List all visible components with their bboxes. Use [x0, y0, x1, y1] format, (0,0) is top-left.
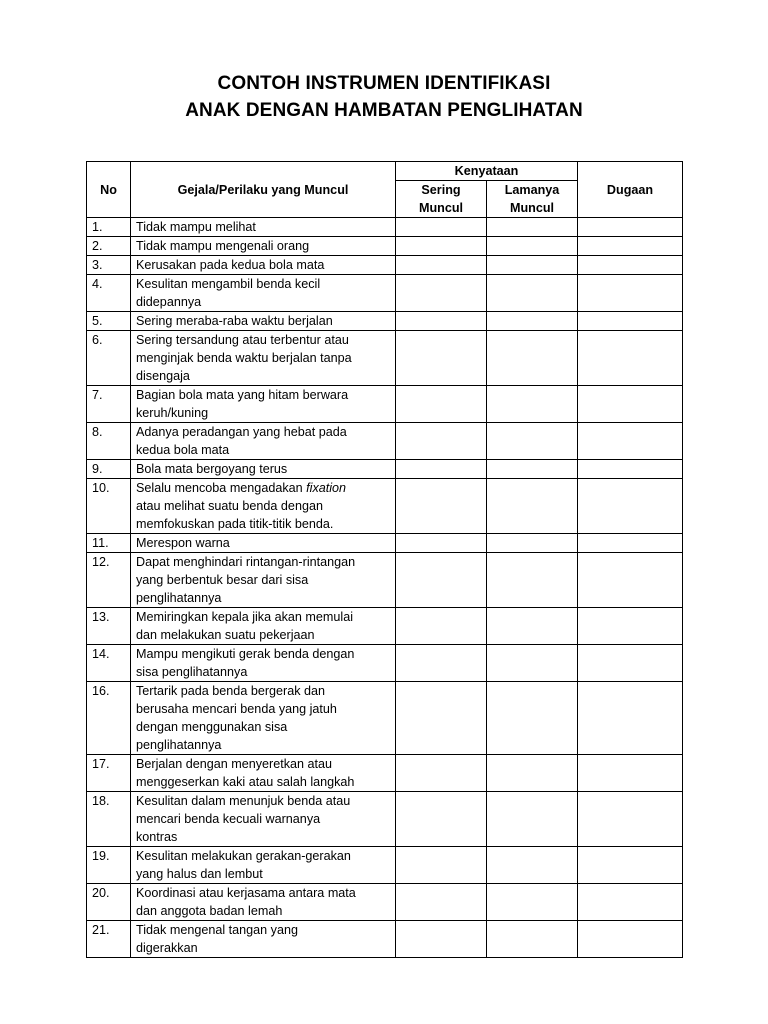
dugaan-cell[interactable] — [578, 218, 683, 237]
table-row — [87, 534, 683, 553]
gejala-text: Berjalan dengan menyeretkan atau — [136, 757, 333, 771]
gejala-line — [136, 553, 390, 571]
gejala-text: menginjak benda waktu berjalan tanpa — [136, 351, 352, 365]
row-number: 21. — [87, 921, 131, 958]
table-row — [87, 645, 683, 682]
row-gejala — [131, 921, 396, 958]
row-number: 11. — [87, 534, 131, 553]
gejala-text: dengan menggunakan sisa — [136, 720, 288, 734]
gejala-text: Koordinasi atau kerjasama antara mata — [136, 886, 356, 900]
row-number: 2. — [87, 237, 131, 256]
sering-cell[interactable] — [396, 847, 487, 884]
table-row — [87, 608, 683, 645]
row-number: 9. — [87, 460, 131, 479]
gejala-text: digerakkan — [136, 941, 198, 955]
lamanya-cell[interactable] — [487, 792, 578, 847]
row-number: 5. — [87, 312, 131, 331]
sering-cell[interactable] — [396, 534, 487, 553]
gejala-line — [136, 792, 390, 810]
gejala-line — [136, 479, 390, 497]
gejala-line — [136, 828, 390, 846]
gejala-line — [136, 589, 390, 607]
gejala-line — [136, 608, 390, 626]
title-line-1: CONTOH INSTRUMEN IDENTIFIKASI — [217, 73, 551, 94]
row-gejala — [131, 608, 396, 645]
sering-cell[interactable] — [396, 312, 487, 331]
header-no: No — [87, 162, 131, 218]
gejala-line — [136, 884, 390, 902]
gejala-text: Tidak mampu mengenali orang — [136, 239, 310, 253]
gejala-text: sisa penglihatannya — [136, 665, 248, 679]
lamanya-cell[interactable] — [487, 645, 578, 682]
sering-cell[interactable] — [396, 921, 487, 958]
row-number: 10. — [87, 479, 131, 534]
gejala-text: Sering meraba-raba waktu berjalan — [136, 314, 333, 328]
gejala-text: Merespon warna — [136, 536, 230, 550]
gejala-text: berusaha mencari benda yang jatuh — [136, 702, 337, 716]
table-row — [87, 218, 683, 237]
row-number: 14. — [87, 645, 131, 682]
sering-cell[interactable] — [396, 608, 487, 645]
sering-cell[interactable] — [396, 553, 487, 608]
gejala-text: Adanya peradangan yang hebat pada — [136, 425, 347, 439]
gejala-line — [136, 386, 390, 404]
dugaan-cell[interactable] — [578, 921, 683, 958]
lamanya-cell[interactable] — [487, 331, 578, 386]
gejala-text: Tidak mampu melihat — [136, 220, 256, 234]
header-dugaan: Dugaan — [578, 162, 683, 218]
gejala-text: keruh/kuning — [136, 406, 209, 420]
dugaan-cell[interactable] — [578, 479, 683, 534]
row-gejala — [131, 218, 396, 237]
gejala-text: dan melakukan suatu pekerjaan — [136, 628, 315, 642]
table-row — [87, 792, 683, 847]
header-kenyataan: Kenyataan — [396, 162, 578, 181]
lamanya-cell[interactable] — [487, 479, 578, 534]
gejala-text: memfokuskan pada titik-titik benda. — [136, 517, 334, 531]
lamanya-cell[interactable] — [487, 237, 578, 256]
document-title — [0, 70, 768, 124]
table-header — [87, 162, 683, 218]
row-number: 1. — [87, 218, 131, 237]
identification-table — [86, 161, 683, 958]
gejala-line — [136, 773, 390, 791]
table-row — [87, 755, 683, 792]
row-number: 3. — [87, 256, 131, 275]
gejala-text: Kesulitan melakukan gerakan-gerakan — [136, 849, 351, 863]
gejala-text: kedua bola mata — [136, 443, 230, 457]
gejala-line — [136, 865, 390, 883]
lamanya-cell[interactable] — [487, 921, 578, 958]
gejala-line — [136, 275, 390, 293]
gejala-line — [136, 441, 390, 459]
lamanya-cell[interactable] — [487, 884, 578, 921]
dugaan-cell[interactable] — [578, 792, 683, 847]
dugaan-cell[interactable] — [578, 534, 683, 553]
gejala-text: Sering tersandung atau terbentur atau — [136, 333, 349, 347]
gejala-line — [136, 515, 390, 533]
gejala-line — [136, 645, 390, 663]
table-body — [87, 218, 683, 958]
title-line-2: ANAK DENGAN HAMBATAN PENGLIHATAN — [185, 100, 583, 121]
gejala-line — [136, 626, 390, 644]
sering-cell[interactable] — [396, 460, 487, 479]
row-number: 6. — [87, 331, 131, 386]
header-lamanya-line1: Lamanya — [504, 183, 560, 197]
header-lamanya-muncul — [487, 181, 578, 218]
dugaan-cell[interactable] — [578, 460, 683, 479]
row-gejala — [131, 884, 396, 921]
row-gejala — [131, 386, 396, 423]
gejala-text: penglihatannya — [136, 591, 222, 605]
row-number: 13. — [87, 608, 131, 645]
table-row — [87, 921, 683, 958]
row-number: 8. — [87, 423, 131, 460]
header-sering-line1: Sering — [421, 183, 461, 197]
dugaan-cell[interactable] — [578, 682, 683, 755]
gejala-text: Kesulitan dalam menunjuk benda atau — [136, 794, 351, 808]
sering-cell[interactable] — [396, 423, 487, 460]
table-row — [87, 460, 683, 479]
dugaan-cell[interactable] — [578, 847, 683, 884]
header-lamanya-line2: Muncul — [509, 201, 555, 215]
row-number: 20. — [87, 884, 131, 921]
gejala-line — [136, 218, 390, 236]
gejala-text: Mampu mengikuti gerak benda dengan — [136, 647, 355, 661]
table-row — [87, 847, 683, 884]
dugaan-cell[interactable] — [578, 237, 683, 256]
lamanya-cell[interactable] — [487, 275, 578, 312]
gejala-text: Dapat menghindari rintangan-rintangan — [136, 555, 356, 569]
row-number: 18. — [87, 792, 131, 847]
gejala-line — [136, 718, 390, 736]
gejala-line — [136, 571, 390, 589]
lamanya-cell[interactable] — [487, 460, 578, 479]
row-gejala — [131, 237, 396, 256]
dugaan-cell[interactable] — [578, 553, 683, 608]
sering-cell[interactable] — [396, 682, 487, 755]
lamanya-cell[interactable] — [487, 534, 578, 553]
table-row — [87, 553, 683, 608]
sering-cell[interactable] — [396, 256, 487, 275]
sering-cell[interactable] — [396, 386, 487, 423]
row-gejala — [131, 423, 396, 460]
gejala-line — [136, 497, 390, 515]
gejala-line — [136, 256, 390, 274]
dugaan-cell[interactable] — [578, 386, 683, 423]
table-row — [87, 386, 683, 423]
gejala-text: Bagian bola mata yang hitam berwara — [136, 388, 349, 402]
row-gejala — [131, 460, 396, 479]
sering-cell[interactable] — [396, 479, 487, 534]
lamanya-cell[interactable] — [487, 386, 578, 423]
row-number: 16. — [87, 682, 131, 755]
row-gejala — [131, 275, 396, 312]
lamanya-cell[interactable] — [487, 312, 578, 331]
sering-cell[interactable] — [396, 645, 487, 682]
lamanya-cell[interactable] — [487, 682, 578, 755]
table-row — [87, 423, 683, 460]
gejala-text: dan anggota badan lemah — [136, 904, 283, 918]
gejala-line — [136, 902, 390, 920]
row-gejala — [131, 792, 396, 847]
table-row — [87, 479, 683, 534]
lamanya-cell[interactable] — [487, 608, 578, 645]
row-number: 19. — [87, 847, 131, 884]
gejala-line — [136, 423, 390, 441]
gejala-text: mencari benda kecuali warnanya — [136, 812, 321, 826]
gejala-line — [136, 237, 390, 255]
dugaan-cell[interactable] — [578, 331, 683, 386]
gejala-line — [136, 293, 390, 311]
lamanya-cell[interactable] — [487, 553, 578, 608]
table-row — [87, 682, 683, 755]
dugaan-cell[interactable] — [578, 423, 683, 460]
gejala-text: Memiringkan kepala jika akan memulai — [136, 610, 353, 624]
row-gejala — [131, 312, 396, 331]
gejala-italic-term: fixation — [306, 481, 347, 495]
lamanya-cell[interactable] — [487, 256, 578, 275]
lamanya-cell[interactable] — [487, 755, 578, 792]
sering-cell[interactable] — [396, 884, 487, 921]
row-gejala — [131, 847, 396, 884]
table-row — [87, 331, 683, 386]
gejala-line — [136, 331, 390, 349]
dugaan-cell[interactable] — [578, 884, 683, 921]
dugaan-cell[interactable] — [578, 645, 683, 682]
dugaan-cell[interactable] — [578, 755, 683, 792]
row-gejala — [131, 553, 396, 608]
gejala-line — [136, 534, 390, 552]
gejala-text: Bola mata bergoyang terus — [136, 462, 288, 476]
dugaan-cell[interactable] — [578, 275, 683, 312]
gejala-line — [136, 367, 390, 385]
gejala-text: atau melihat suatu benda dengan — [136, 499, 323, 513]
sering-cell[interactable] — [396, 331, 487, 386]
gejala-text: menggeserkan kaki atau salah langkah — [136, 775, 355, 789]
gejala-line — [136, 921, 390, 939]
header-sering-line2: Muncul — [418, 201, 464, 215]
dugaan-cell[interactable] — [578, 256, 683, 275]
gejala-line — [136, 312, 390, 330]
gejala-text: kontras — [136, 830, 178, 844]
gejala-line — [136, 939, 390, 957]
gejala-line — [136, 349, 390, 367]
sering-cell[interactable] — [396, 275, 487, 312]
table-row — [87, 312, 683, 331]
row-number: 17. — [87, 755, 131, 792]
row-gejala — [131, 479, 396, 534]
gejala-text: Tertarik pada benda bergerak dan — [136, 684, 326, 698]
row-gejala — [131, 331, 396, 386]
table-row — [87, 237, 683, 256]
lamanya-cell[interactable] — [487, 423, 578, 460]
gejala-text: Selalu mencoba mengadakan — [136, 481, 307, 495]
header-sering-muncul — [396, 181, 487, 218]
gejala-text: didepannya — [136, 295, 202, 309]
gejala-line — [136, 700, 390, 718]
row-number: 7. — [87, 386, 131, 423]
table-row — [87, 256, 683, 275]
gejala-text: yang halus dan lembut — [136, 867, 263, 881]
gejala-text: disengaja — [136, 369, 190, 383]
dugaan-cell[interactable] — [578, 608, 683, 645]
sering-cell[interactable] — [396, 237, 487, 256]
gejala-text: Kerusakan pada kedua bola mata — [136, 258, 325, 272]
lamanya-cell[interactable] — [487, 847, 578, 884]
table-row — [87, 884, 683, 921]
table-row — [87, 275, 683, 312]
gejala-line — [136, 404, 390, 422]
header-gejala: Gejala/Perilaku yang Muncul — [131, 162, 396, 218]
gejala-line — [136, 682, 390, 700]
row-gejala — [131, 682, 396, 755]
gejala-line — [136, 847, 390, 865]
sering-cell[interactable] — [396, 755, 487, 792]
sering-cell[interactable] — [396, 792, 487, 847]
gejala-text: penglihatannya — [136, 738, 222, 752]
lamanya-cell[interactable] — [487, 218, 578, 237]
gejala-text: Tidak mengenal tangan yang — [136, 923, 298, 937]
row-gejala — [131, 534, 396, 553]
gejala-line — [136, 736, 390, 754]
gejala-text: Kesulitan mengambil benda kecil — [136, 277, 321, 291]
sering-cell[interactable] — [396, 218, 487, 237]
dugaan-cell[interactable] — [578, 312, 683, 331]
row-gejala — [131, 755, 396, 792]
row-number: 4. — [87, 275, 131, 312]
row-gejala — [131, 256, 396, 275]
row-number: 12. — [87, 553, 131, 608]
gejala-text: yang berbentuk besar dari sisa — [136, 573, 309, 587]
gejala-line — [136, 755, 390, 773]
row-gejala — [131, 645, 396, 682]
gejala-line — [136, 810, 390, 828]
gejala-line — [136, 460, 390, 478]
gejala-line — [136, 663, 390, 681]
